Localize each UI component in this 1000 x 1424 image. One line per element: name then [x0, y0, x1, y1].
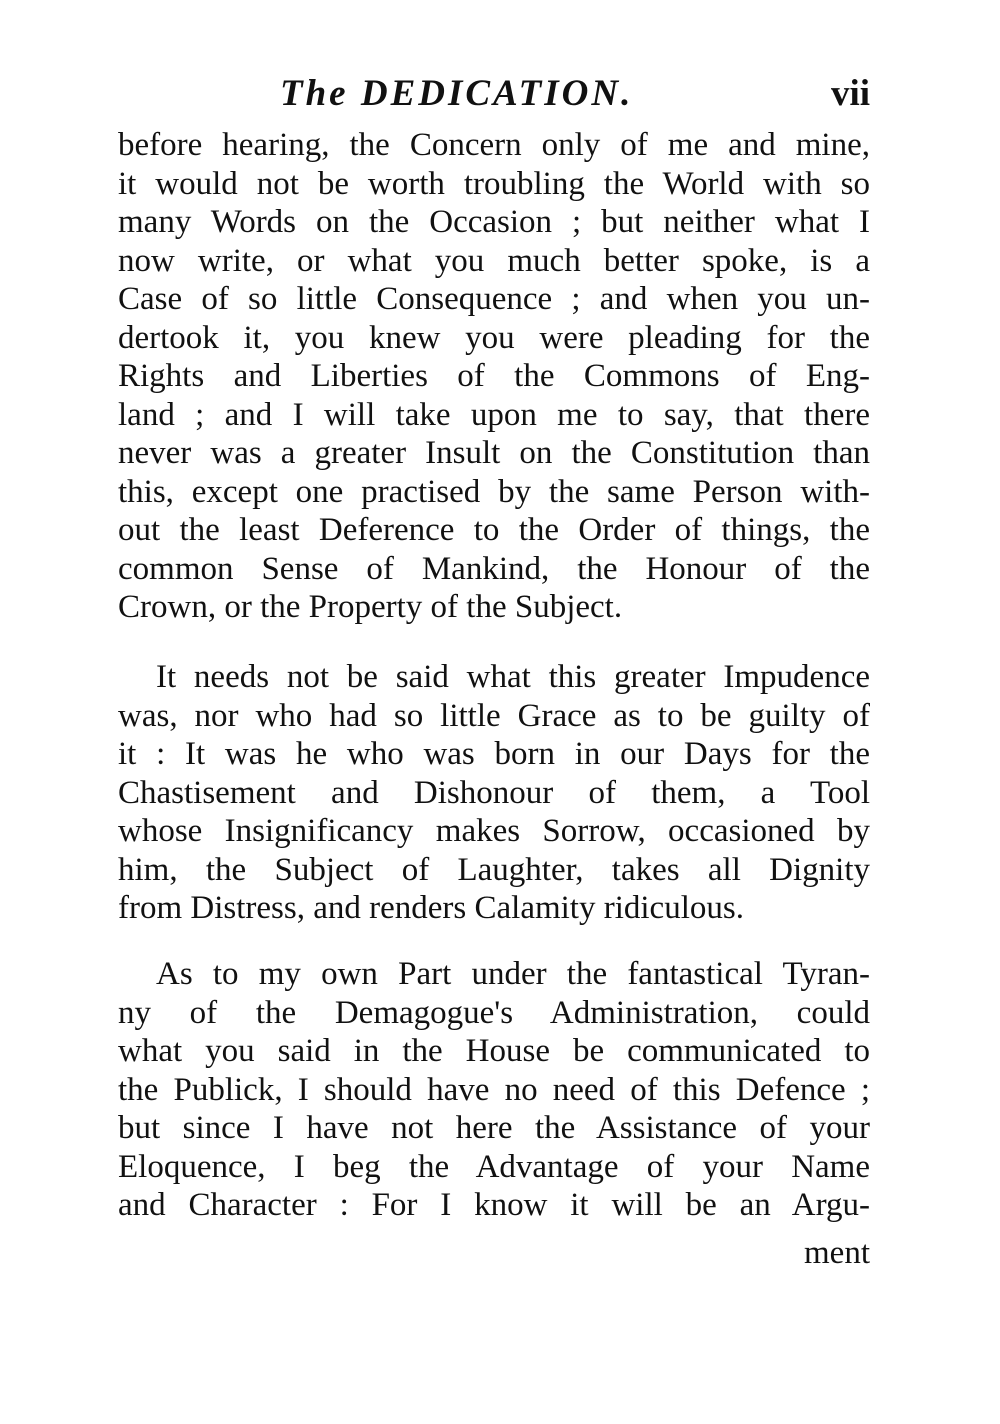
paragraph-2 — [118, 658, 870, 928]
running-head — [118, 72, 870, 116]
text-line: it would not be worth troubling the World with so — [118, 165, 870, 202]
text-line: this, except one practised by the same Person with- — [118, 473, 870, 510]
text-line: ny of the Demagogue's Administration, could — [118, 994, 870, 1031]
text-line: It needs not be said what this greater Impudence — [156, 659, 870, 695]
text-line: him, the Subject of Laughter, takes all Dignity — [118, 851, 870, 888]
paragraph-1 — [118, 126, 870, 627]
catchword: ment — [804, 1235, 870, 1271]
text-line: As to my own Part under the fantastical Tyran- — [156, 956, 870, 992]
text-line: and Character : For I know it will be an Argu- — [118, 1187, 870, 1223]
text-line: it : It was he who was born in our Days for the — [118, 736, 870, 772]
text-line: common Sense of Mankind, the Honour of the — [118, 550, 870, 587]
text-line: Rights and Liberties of the Commons of Eng- — [118, 358, 870, 394]
text-line: out the least Deference to the Order of things, the — [118, 512, 870, 548]
text-line: many Words on the Occasion ; but neither what I — [118, 204, 870, 240]
text-line: Crown, or the Property of the Subject. — [118, 589, 623, 625]
text-line: dertook it, you knew you were pleading for the — [118, 319, 870, 356]
text-line: what you said in the House be communicated to — [118, 1033, 870, 1069]
text-line: whose Insignificancy makes Sorrow, occasioned by — [118, 813, 870, 849]
page-number: vii — [830, 73, 870, 114]
text-line: Case of so little Consequence ; and when you un- — [118, 281, 870, 317]
paragraph-3 — [118, 955, 870, 1225]
text-line: never was a greater Insult on the Constitution than — [118, 435, 870, 471]
text-line: was, nor who had so little Grace as to be guilty of — [118, 697, 870, 734]
running-title: The DEDICATION. — [280, 73, 634, 114]
text-line: now write, or what you much better spoke, is a — [118, 242, 870, 279]
text-line: from Distress, and renders Calamity ridiculous. — [118, 890, 744, 926]
text-line: Chastisement and Dishonour of them, a Tool — [118, 774, 870, 811]
text-line: land ; and I will take upon me to say, that there — [118, 396, 870, 433]
text-line: before hearing, the Concern only of me and mine, — [118, 127, 870, 163]
text-line: the Publick, I should have no need of this Defence ; — [118, 1071, 870, 1108]
text-line: Eloquence, I beg the Advantage of your Name — [118, 1148, 870, 1185]
text-line: but since I have not here the Assistance of your — [118, 1110, 870, 1146]
